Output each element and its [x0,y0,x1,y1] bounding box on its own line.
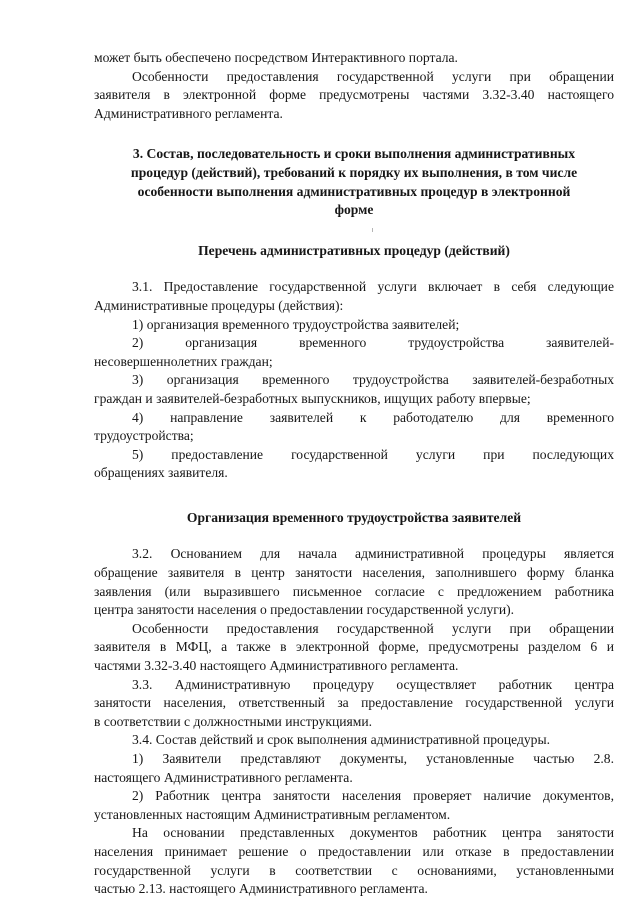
procedure-item-4 [94,409,614,446]
document-body [94,49,614,899]
paragraph-3-2-line-4: центра занятости населения о предоставлении государственной услуги). [94,602,515,618]
decision-paragraph-line-2: населения принимает решение о предоставлении или отказе в предоставлении [94,843,614,859]
paragraph-3-2-line-3: заявления (или выразившего письменное согласие с предложением работника [94,583,614,599]
section-3-heading-line-1: 3. Состав, последовательность и сроки выполнения административных [132,146,576,162]
procedure-item-5 [94,446,614,483]
procedure-item-4-line-2: трудоустройства; [94,428,194,444]
intro-paragraph-line-3: Административного регламента. [94,105,283,121]
procedure-item-4-line-1: 4) направление заявителей к работодателю для временного [132,409,614,425]
temporary-employment-heading [94,509,614,528]
temporary-employment-heading-text: Организация временного трудоустройства заявителей [186,509,522,525]
procedure-item-2-line-1: 2) организация временного трудоустройства заявителей- [132,335,614,351]
mfc-paragraph-line-2: заявителя в МФЦ, а также в электронной форме, предусмотрены разделом 6 и [94,639,614,655]
procedure-item-2-line-2: несовершеннолетних граждан; [94,353,273,369]
paragraph-3-2-line-1: 3.2. Основанием для начала административной процедуры является [132,546,614,562]
paragraph-3-4 [94,731,614,750]
procedure-item-1-text: 1) организация временного трудоустройства заявителей; [132,316,460,332]
procedure-item-3-line-1: 3) организация временного трудоустройства заявителей-безработных [132,372,614,388]
step-2 [94,787,614,824]
procedure-item-3-line-2: граждан и заявителей-безработных выпускников, ищущих работу впервые; [94,390,531,406]
scan-mark [372,228,373,232]
paragraph-3-1-line-2: Административные процедуры (действия): [94,297,344,313]
decision-paragraph-line-4: частью 2.13. настоящего Административного регламента. [94,881,428,897]
mfc-paragraph [94,620,614,676]
procedure-item-5-line-2: обращениях заявителя. [94,465,228,481]
section-3-heading [94,145,614,219]
procedure-item-5-line-1: 5) предоставление государственной услуги при последующих [132,446,614,462]
decision-paragraph [94,824,614,898]
procedure-item-1 [94,316,614,335]
section-3-heading-line-2: процедур (действий), требований к порядку их выполнения, в том числе [130,164,578,180]
mfc-paragraph-line-3: частями 3.32-3.40 настоящего Административного регламента. [94,658,459,674]
intro-line: может быть обеспечено посредством Интерактивного портала. [94,50,458,65]
decision-paragraph-line-1: На основании представленных документов работник центра занятости [132,825,614,841]
paragraph-3-3-line-1: 3.3. Административную процедуру осуществляет работник центра [132,676,614,692]
step-2-line-1: 2) Работник центра занятости населения проверяет наличие документов, [132,788,614,804]
paragraph-3-3-line-3: в соответствии с должностными инструкциями. [94,713,373,729]
procedure-item-3 [94,371,614,408]
paragraph-3-2-line-2: обращение заявителя в центр занятости населения, заполнившего форму бланка [94,565,614,581]
step-1-line-1: 1) Заявители представляют документы, установленные частью 2.8. [132,751,614,766]
intro-paragraph-line-2: заявителя в электронной форме предусмотрены частями 3.32-3.40 настоящего [94,87,614,103]
procedures-list-heading-text: Перечень административных процедур (действий) [198,242,510,258]
step-1 [94,750,614,787]
intro-paragraph-line-1: Особенности предоставления государственной услуги при обращении [132,68,614,84]
procedure-item-2 [94,334,614,371]
decision-paragraph-line-3: государственной услуги в соответствии с основаниями, установленными [94,862,614,878]
step-2-line-2: установленных настоящим Административным регламентом. [94,806,451,822]
paragraph-3-1-line-1: 3.1. Предоставление государственной услуги включает в себя следующие [132,279,614,295]
step-1-line-2: настоящего Административного регламента. [94,769,353,785]
section-3-heading-line-4: форме [334,202,374,218]
paragraph-3-1 [94,278,614,315]
section-3-heading-line-3: особенности выполнения административных процедур в электронной [137,183,571,199]
paragraph-3-3-line-2: занятости населения, ответственный за предоставление государственной услуги [94,695,614,711]
mfc-paragraph-line-1: Особенности предоставления государственной услуги при обращении [132,620,614,636]
paragraph-3-2 [94,545,614,619]
paragraph-3-4-text: 3.4. Состав действий и срок выполнения административной процедуры. [132,732,551,748]
paragraph-3-3 [94,676,614,732]
intro-paragraph [94,68,614,124]
procedures-list-heading [94,242,614,261]
